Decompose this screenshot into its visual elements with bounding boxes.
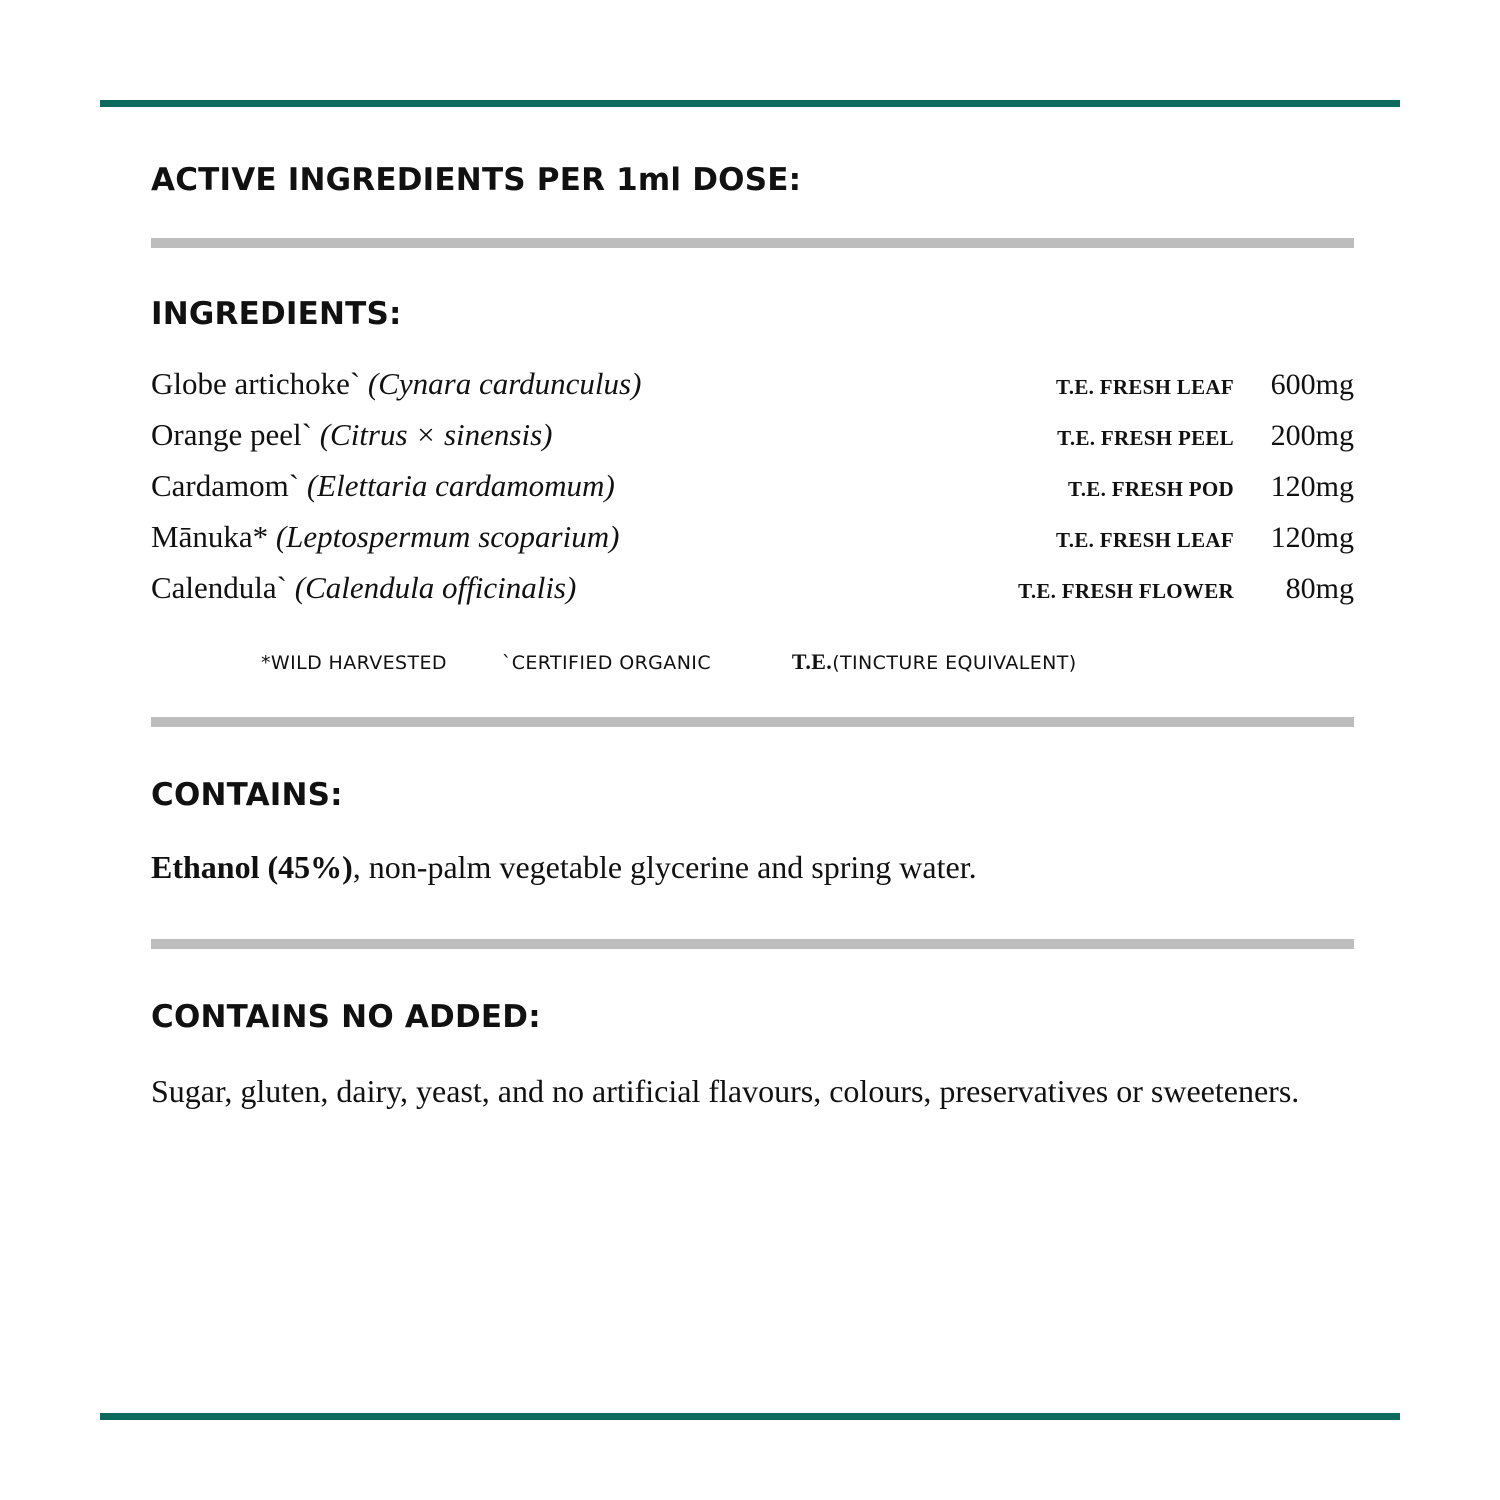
ingredient-amount: 200mg: [1270, 419, 1354, 452]
legend-certified-organic: `CERTIFIED ORGANIC: [501, 652, 711, 674]
top-accent-rule: [100, 100, 1400, 107]
legend-te-abbreviation: T.E.: [791, 649, 833, 674]
ingredients-section: [151, 296, 1354, 727]
ingredient-common-name: Mānuka*: [151, 519, 269, 554]
ingredient-name: [151, 564, 903, 615]
ingredient-part: T.E. FRESH POD: [1068, 477, 1234, 501]
table-row: [151, 513, 1354, 564]
no-added-heading: CONTAINS NO ADDED:: [151, 999, 541, 1035]
ingredient-part: T.E. FRESH PEEL: [1057, 426, 1234, 450]
ingredient-amount: 120mg: [1270, 521, 1354, 554]
section-divider: [151, 717, 1354, 727]
ingredient-amount: 600mg: [1270, 368, 1354, 401]
contains-ethanol: Ethanol (45%): [151, 849, 353, 885]
ingredient-latin-name: (Cynara cardunculus): [367, 366, 642, 401]
legend-wild-harvested: *WILD HARVESTED: [261, 652, 447, 674]
section-divider: [151, 939, 1354, 949]
ingredient-common-name: Calendula`: [151, 570, 288, 605]
no-added-section: [151, 999, 1354, 1115]
active-ingredients-section: [151, 162, 1354, 248]
contains-section: [151, 777, 1354, 949]
ingredient-common-name: Cardamom`: [151, 468, 300, 503]
ingredient-latin-name: (Leptospermum scoparium): [275, 519, 620, 554]
ingredient-name: [151, 360, 903, 411]
ingredients-table: [151, 360, 1354, 615]
no-added-text: Sugar, gluten, dairy, yeast, and no artificial flavours, colours, preservatives or sweeteners.: [151, 1073, 1300, 1109]
ingredient-part: T.E. FRESH LEAF: [1056, 375, 1234, 399]
ingredients-legend: [151, 649, 1354, 675]
ingredient-part: T.E. FRESH FLOWER: [1018, 579, 1234, 603]
section-divider: [151, 238, 1354, 248]
legend-te-meaning: (TINCTURE EQUIVALENT): [832, 652, 1077, 674]
ingredient-name: [151, 513, 903, 564]
label-content: [151, 140, 1354, 1147]
ingredient-name: [151, 462, 903, 513]
ingredient-latin-name: (Elettaria cardamomum): [306, 468, 615, 503]
ingredient-amount: 120mg: [1270, 470, 1354, 503]
ingredient-common-name: Globe artichoke`: [151, 366, 361, 401]
ingredient-name: [151, 411, 903, 462]
table-row: [151, 360, 1354, 411]
table-row: [151, 564, 1354, 615]
active-ingredients-heading: ACTIVE INGREDIENTS PER 1ml DOSE:: [151, 162, 802, 198]
ingredient-common-name: Orange peel`: [151, 417, 312, 452]
ingredient-amount: 80mg: [1285, 572, 1354, 605]
contains-rest: , non-palm vegetable glycerine and spring water.: [352, 849, 977, 885]
bottom-accent-rule: [100, 1413, 1400, 1420]
ingredients-heading: INGREDIENTS:: [151, 296, 402, 332]
ingredient-latin-name: (Calendula officinalis): [294, 570, 577, 605]
ingredient-latin-name: (Citrus × sinensis): [319, 417, 553, 452]
table-row: [151, 411, 1354, 462]
contains-text: [151, 847, 1354, 887]
contains-heading: CONTAINS:: [151, 777, 343, 813]
table-row: [151, 462, 1354, 513]
ingredient-part: T.E. FRESH LEAF: [1056, 528, 1234, 552]
